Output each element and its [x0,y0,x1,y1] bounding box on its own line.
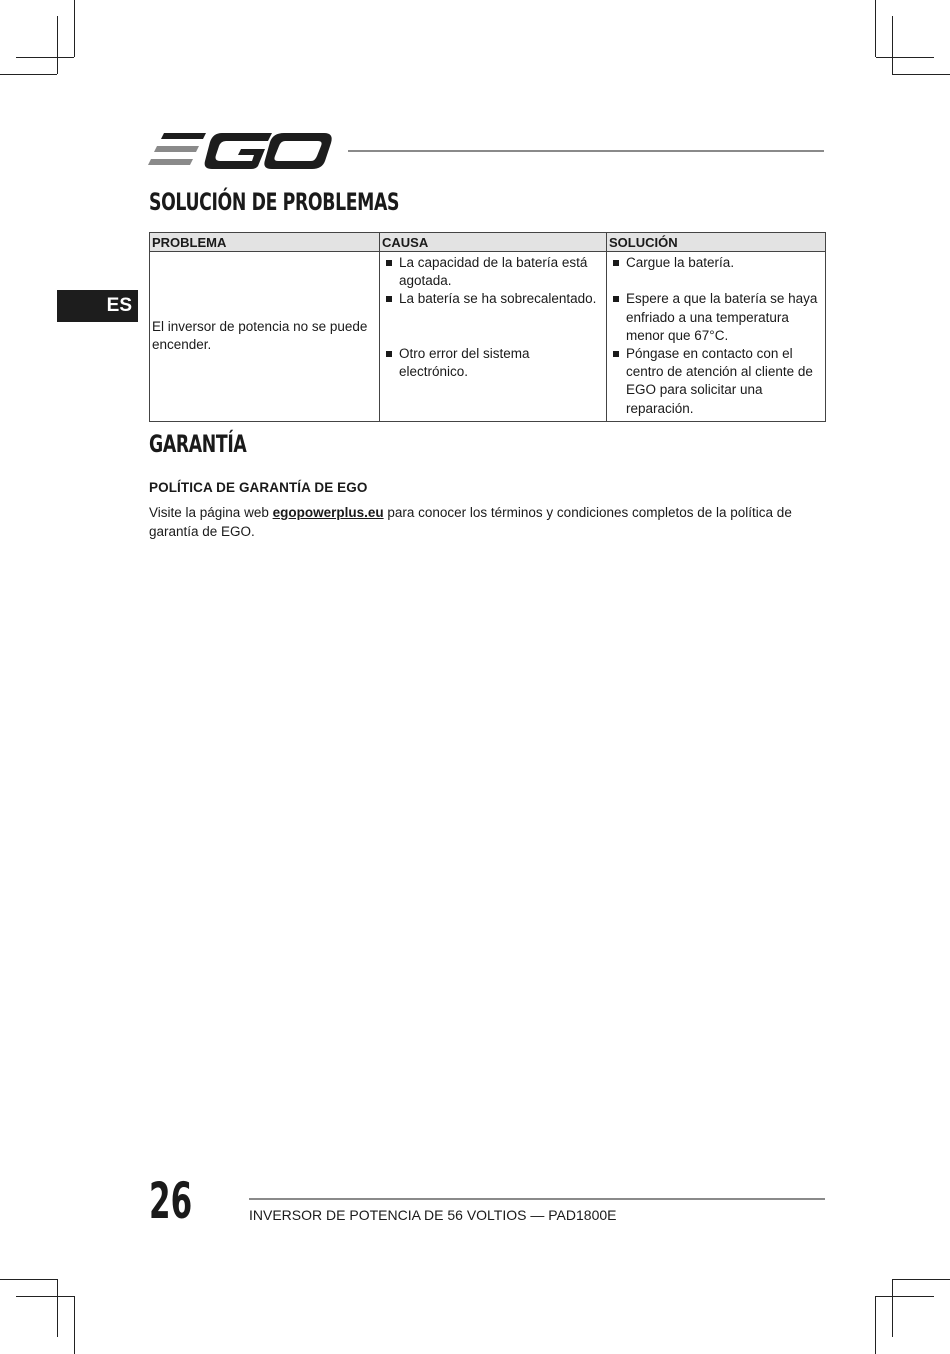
page-number: 26 [149,1172,193,1230]
footer-title: INVERSOR DE POTENCIA DE 56 VOLTIOS — PAD1800E [249,1207,617,1223]
bullet-square-icon [386,296,392,302]
cause-text: La capacidad de la batería está agotada. [399,255,588,289]
warranty-link[interactable]: egopowerplus.eu [272,505,384,520]
language-tab: ES [57,290,138,322]
solution-cell [607,252,826,422]
header-solution: SOLUCIÓN [607,233,826,252]
crop-mark [74,1296,75,1354]
crop-mark [876,1296,934,1297]
warranty-subheading: POLÍTICA DE GARANTÍA DE EGO [149,480,368,495]
cause-item [384,345,602,381]
crop-mark [0,1279,57,1280]
warranty-text-after: para conocer los términos y condiciones completos de la política de garantía de EGO. [149,505,792,539]
crop-mark [892,1279,893,1337]
header-problem: PROBLEMA [150,233,380,252]
solution-text: Cargue la batería. [626,255,735,270]
section-title-warranty: GARANTÍA [149,430,247,458]
crop-mark [875,1296,876,1354]
ego-logo [148,128,334,174]
crop-mark [16,57,74,58]
section-title-troubleshooting: SOLUCIÓN DE PROBLEMAS [149,188,400,216]
crop-mark [892,74,950,75]
cause-list [384,254,602,381]
bullet-square-icon [613,351,619,357]
cause-item [384,254,602,290]
header-cause: CAUSA [380,233,607,252]
bullet-square-icon [386,260,392,266]
warranty-text [149,504,825,541]
bullet-square-icon [613,260,619,266]
problem-cell: El inversor de potencia no se puede encender. [150,252,380,422]
solution-item [611,290,821,345]
troubleshooting-table [149,232,826,422]
crop-mark [876,57,934,58]
table-header-row [150,233,826,252]
crop-mark [0,74,57,75]
solution-text: Espere a que la batería se haya enfriado a una temperatura menor que 67°C. [626,291,818,343]
crop-mark [74,0,75,57]
solution-item [611,345,821,418]
solution-item [611,254,821,272]
cause-text: Otro error del sistema electrónico. [399,346,530,380]
cause-text: La batería se ha sobrecalentado. [399,291,597,307]
header-rule [348,150,824,152]
crop-mark [16,1296,74,1297]
warranty-text-before: Visite la página web [149,505,273,520]
crop-mark [892,16,893,74]
cause-item [384,290,602,308]
solution-list [611,254,821,418]
crop-mark [892,1279,950,1280]
bullet-square-icon [613,296,619,302]
crop-mark [57,1279,58,1337]
table-row [150,252,826,422]
cause-cell [380,252,607,422]
crop-mark [57,16,58,74]
bullet-square-icon [386,351,392,357]
crop-mark [875,0,876,57]
footer-rule [249,1198,825,1200]
solution-text: Póngase en contacto con el centro de atención al cliente de EGO para solicitar una reparación. [626,346,813,416]
